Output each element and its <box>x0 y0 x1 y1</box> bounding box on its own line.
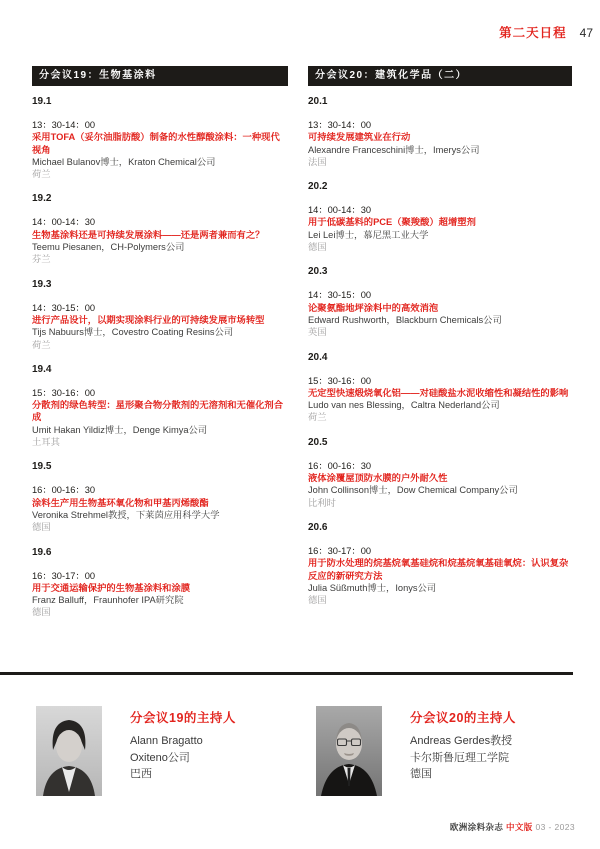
session-speaker: John Collinson博士，Dow Chemical Company公司 <box>308 485 518 496</box>
moderator-block-20 <box>316 706 572 796</box>
section-divider <box>0 672 573 675</box>
moderator-portrait-photo <box>316 706 382 796</box>
session-item <box>308 352 572 424</box>
moderator-portrait-photo <box>36 706 102 796</box>
session-time: 16：30-17：00 <box>32 570 96 581</box>
session-country: 土耳其 <box>32 437 60 448</box>
session-title: 涂料生产用生物基环氧化物和甲基丙烯酸酯 <box>32 497 209 508</box>
session-time: 14：30-15：00 <box>308 290 372 301</box>
session-time: 16：00-16：30 <box>308 460 372 471</box>
session-country: 荷兰 <box>308 412 327 423</box>
session-item <box>32 279 288 351</box>
magazine-issue: 03 - 2023 <box>535 822 575 832</box>
page-header <box>499 23 593 41</box>
magazine-edition: 中文版 <box>506 822 533 832</box>
session-time: 15：30-16：00 <box>308 375 372 386</box>
session-country: 德国 <box>32 522 51 533</box>
session-speaker: Umit Hakan Yildiz博士，Denge Kimya公司 <box>32 424 208 435</box>
session-list-20 <box>308 86 572 606</box>
moderator-block-19 <box>36 706 316 796</box>
session-number: 19.5 <box>32 461 52 473</box>
session-title: 用于低碳基料的PCE（聚羧酸）超增塑剂 <box>308 217 476 228</box>
moderator-country: 巴西 <box>130 768 152 780</box>
moderator-title: 分会议20的主持人 <box>410 711 516 725</box>
session-country: 荷兰 <box>32 169 51 180</box>
session-speaker: Alexandre Franceschini博士，Imerys公司 <box>308 144 480 155</box>
session-number: 19.3 <box>32 278 52 290</box>
session-number: 19.4 <box>32 363 52 375</box>
session-title: 生物基涂料还是可持续发展涂料——还是两者兼而有之？ <box>32 229 265 240</box>
session-country: 芬兰 <box>32 254 51 265</box>
session-item <box>32 96 288 180</box>
page-number: 47 <box>579 26 593 40</box>
session-item <box>308 96 572 168</box>
day-section-title: 第二天日程 <box>499 26 567 40</box>
session-title: 论聚氨酯地坪涂料中的高效消泡 <box>308 302 439 313</box>
moderator-name: Andreas Gerdes教授 <box>410 735 513 747</box>
moderator-org: Oxiteno公司 <box>130 751 190 764</box>
session-item <box>32 364 288 448</box>
session-time: 16：00-16：30 <box>32 485 96 496</box>
session-speaker: Tijs Nabuurs博士，Covestro Coating Resins公司 <box>32 327 234 338</box>
session-time: 13：30-14：00 <box>308 120 372 130</box>
session-speaker: Teemu Piesanen，CH-Polymers公司 <box>32 242 185 253</box>
session-country: 比利时 <box>308 497 336 508</box>
session-number: 20.4 <box>308 351 328 363</box>
session-title: 无定型快速煅烧氧化铝——对硅酸盐水泥收缩性和凝结性的影响 <box>308 387 569 398</box>
session-time: 15：30-16：00 <box>32 387 96 398</box>
column-header-19: 分会议19：生物基涂料 <box>32 66 288 86</box>
magazine-footer <box>450 821 575 833</box>
moderators-row <box>36 706 572 796</box>
session-country: 德国 <box>308 242 327 253</box>
session-time: 14：00-14：30 <box>32 217 96 228</box>
session-speaker: Julia Süßmuth博士，Ionys公司 <box>308 582 437 593</box>
column-session-19 <box>32 66 288 619</box>
session-speaker: Franz Balluff，Fraunhofer IPA研究院 <box>32 595 184 606</box>
session-number: 20.5 <box>308 436 328 448</box>
session-time: 14：00-14：30 <box>308 205 372 216</box>
session-country: 德国 <box>308 595 327 606</box>
session-speaker: Edward Rushworth，Blackburn Chemicals公司 <box>308 314 502 325</box>
session-number: 20.1 <box>308 96 328 107</box>
session-speaker: Ludo van nes Blessing，Caltra Nederland公司 <box>308 400 500 411</box>
session-number: 20.6 <box>308 521 328 533</box>
session-number: 19.6 <box>32 546 52 558</box>
session-time: 16：30-17：00 <box>308 545 372 556</box>
moderator-info <box>130 706 236 796</box>
session-country: 法国 <box>308 156 327 167</box>
session-item <box>32 193 288 265</box>
session-speaker: Veronika Strehmel教授，下莱茵应用科学大学 <box>32 509 220 520</box>
session-item <box>308 437 572 509</box>
session-title: 采用TOFA（妥尔油脂肪酸）制备的水性醇酸涂料：一种现代视角 <box>32 132 280 155</box>
moderator-country: 德国 <box>410 768 432 780</box>
column-header-20: 分会议20：建筑化学品（二） <box>308 66 572 86</box>
session-item <box>308 522 572 606</box>
session-country: 荷兰 <box>32 339 51 350</box>
session-country: 英国 <box>308 327 327 338</box>
session-item <box>32 461 288 533</box>
session-speaker: Lei Lei博士，慕尼黑工业大学 <box>308 229 429 240</box>
session-number: 20.2 <box>308 181 328 193</box>
session-time: 13：30-14：00 <box>32 120 96 130</box>
session-item <box>308 181 572 253</box>
session-title: 用于防水处理的烷基烷氧基硅烷和烷基烷氧基硅氧烷：认识复杂反应的新研究方法 <box>308 558 569 581</box>
session-speaker: Michael Bulanov博士，Kraton Chemical公司 <box>32 156 216 167</box>
session-title: 分散剂的绿色转型：星形聚合物分散剂的无溶剂和无催化剂合成 <box>32 400 284 423</box>
session-time: 14：30-15：00 <box>32 302 96 313</box>
session-title: 用于交通运输保护的生物基涂料和涂膜 <box>32 582 191 593</box>
moderator-title: 分会议19的主持人 <box>130 711 236 725</box>
magazine-name: 欧洲涂料杂志 <box>449 822 504 832</box>
moderator-name: Alann Bragatto <box>130 735 203 747</box>
moderator-org: 卡尔斯鲁厄理工学院 <box>410 751 509 764</box>
session-title: 液体涂覆屋顶防水膜的户外耐久性 <box>308 473 448 484</box>
session-number: 19.2 <box>32 193 52 205</box>
session-number: 20.3 <box>308 266 328 278</box>
moderator-info <box>410 706 516 796</box>
session-title: 可持续发展建筑业在行动 <box>308 132 411 143</box>
session-item <box>308 266 572 338</box>
session-title: 进行产品设计，以期实现涂料行业的可持续发展市场转型 <box>32 314 265 325</box>
session-country: 德国 <box>32 607 51 618</box>
session-number: 19.1 <box>32 96 52 107</box>
session-list-19 <box>32 86 288 619</box>
session-item <box>32 547 288 619</box>
column-session-20 <box>308 66 572 619</box>
program-columns <box>32 66 572 619</box>
